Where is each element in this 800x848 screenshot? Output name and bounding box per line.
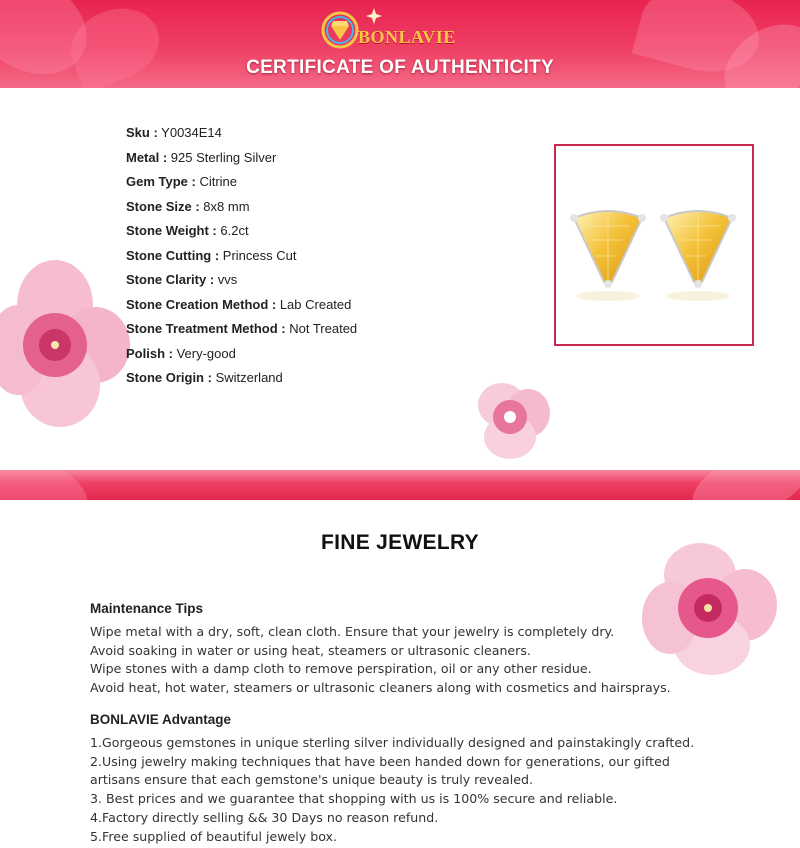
spec-stone-clarity: Stone Clarity : vvs	[126, 272, 238, 287]
fine-jewelry-title: FINE JEWELRY	[320, 531, 479, 554]
flower-decoration-left	[0, 255, 130, 445]
spec-gem-type: Gem Type : Citrine	[126, 174, 238, 189]
spec-stone-size: Stone Size : 8x8 mm	[126, 198, 250, 214]
flower-decoration-center	[462, 375, 562, 465]
spec-list	[126, 124, 357, 394]
product-photo-frame	[554, 144, 754, 346]
certificate-header-banner	[0, 0, 800, 88]
certificate-footer-banner	[0, 470, 800, 500]
advantage-heading: BONLAVIE Advantage	[90, 712, 232, 727]
maintenance-tips-heading: Maintenance Tips	[90, 601, 204, 616]
spec-stone-weight: Stone Weight : 6.2ct	[126, 223, 249, 238]
maintenance-tips-text: Wipe metal with a dry, soft, clean cloth. Ensure that your jewelry is completely dry. Avoid soaking in water or using heat, steamers or ultrasonic cleaners. Wipe stones with a damp cloth to remove perspiration, oil or any other residue. Avoid heat, hot water, steamers or ultrasonic cleaners along with cosmetics and hairsprays.	[90, 624, 671, 696]
earrings-image	[556, 146, 752, 344]
spec-stone-cutting: Stone Cutting : Princess Cut	[126, 247, 297, 263]
spec-polish: Polish : Very-good	[126, 345, 236, 361]
spec-sku: Sku : Y0034E14	[126, 125, 222, 140]
spec-treatment-method: Stone Treatment Method : Not Treated	[126, 321, 358, 336]
spec-stone-origin: Stone Origin : Switzerland	[126, 370, 283, 385]
certificate-title: CERTIFICATE OF AUTHENTICITY	[246, 57, 554, 78]
spec-metal: Metal : 925 Sterling Silver	[126, 149, 277, 165]
brand-name: BONLAVIE	[358, 27, 456, 47]
advantage-text: 1.Gorgeous gemstones in unique sterling silver individually designed and painstakingly crafted. 2.Using jewelry making techniques that have been handed down for generations, our gifted artisans ensure that each gemstone's unique beauty is truly revealed. 3. Best prices and we guarantee that shopping with us is 100% secure and reliable. 4.Factory directly selling && 30 Days no reason refund. 5.Free supplied of beautiful jewely box.	[90, 735, 695, 844]
spec-creation-method: Stone Creation Method : Lab Created	[126, 296, 352, 312]
